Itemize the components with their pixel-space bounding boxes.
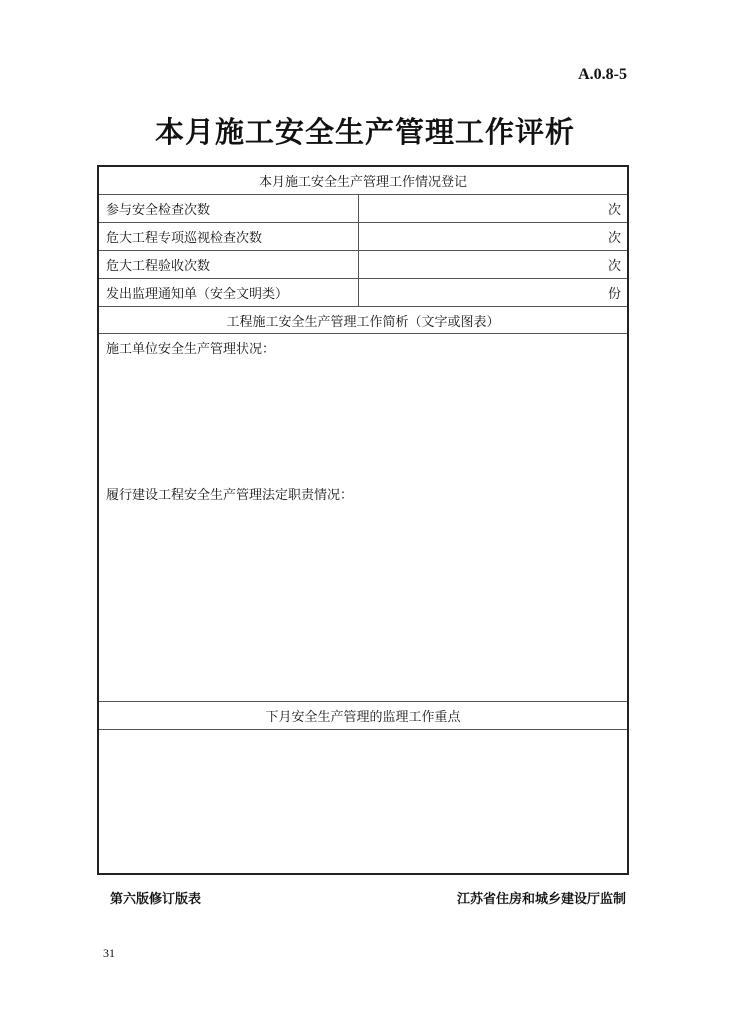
row-unit: 次 [607, 259, 621, 274]
row-value-field[interactable] [359, 279, 627, 306]
form-code: A.0.8-5 [578, 66, 627, 83]
row-value-field[interactable] [359, 251, 627, 278]
section1-header-text: 本月施工安全生产管理工作情况登记 [258, 175, 467, 190]
footer-issuer: 江苏省住房和城乡建设厅监制 [456, 892, 626, 907]
next-month-focus-area[interactable] [99, 730, 627, 873]
construction-unit-status-label: 施工单位安全生产管理状况： [106, 342, 276, 357]
form-row [99, 251, 627, 279]
section2-header-text: 工程施工安全生产管理工作简析（文字或图表） [226, 314, 500, 330]
form-row [99, 223, 627, 251]
row-value-field[interactable] [359, 195, 627, 222]
page-number: 31 [103, 946, 115, 960]
page-title: 本月施工安全生产管理工作评析 [154, 115, 575, 149]
evaluation-form [97, 165, 629, 875]
form-row [99, 195, 627, 223]
form-row [99, 279, 627, 307]
row-label: 发出监理通知单（安全文明类） [99, 279, 359, 306]
section3-header-text: 下月安全生产管理的监理工作重点 [265, 710, 461, 725]
row-unit: 次 [607, 203, 621, 218]
section3-header [99, 702, 627, 730]
row-label: 危大工程验收次数 [99, 251, 359, 278]
statutory-duties-label: 履行建设工程安全生产管理法定职责情况： [106, 488, 354, 503]
row-unit: 次 [607, 231, 621, 246]
analysis-text-area[interactable] [99, 334, 627, 702]
footer-edition: 第六版修订版表 [110, 892, 202, 907]
section2-header [99, 307, 627, 334]
row-value-field[interactable] [359, 223, 627, 250]
row-label: 参与安全检查次数 [99, 195, 359, 222]
section1-header [99, 167, 627, 195]
row-label: 危大工程专项巡视检查次数 [99, 223, 359, 250]
row-unit: 份 [607, 287, 621, 302]
